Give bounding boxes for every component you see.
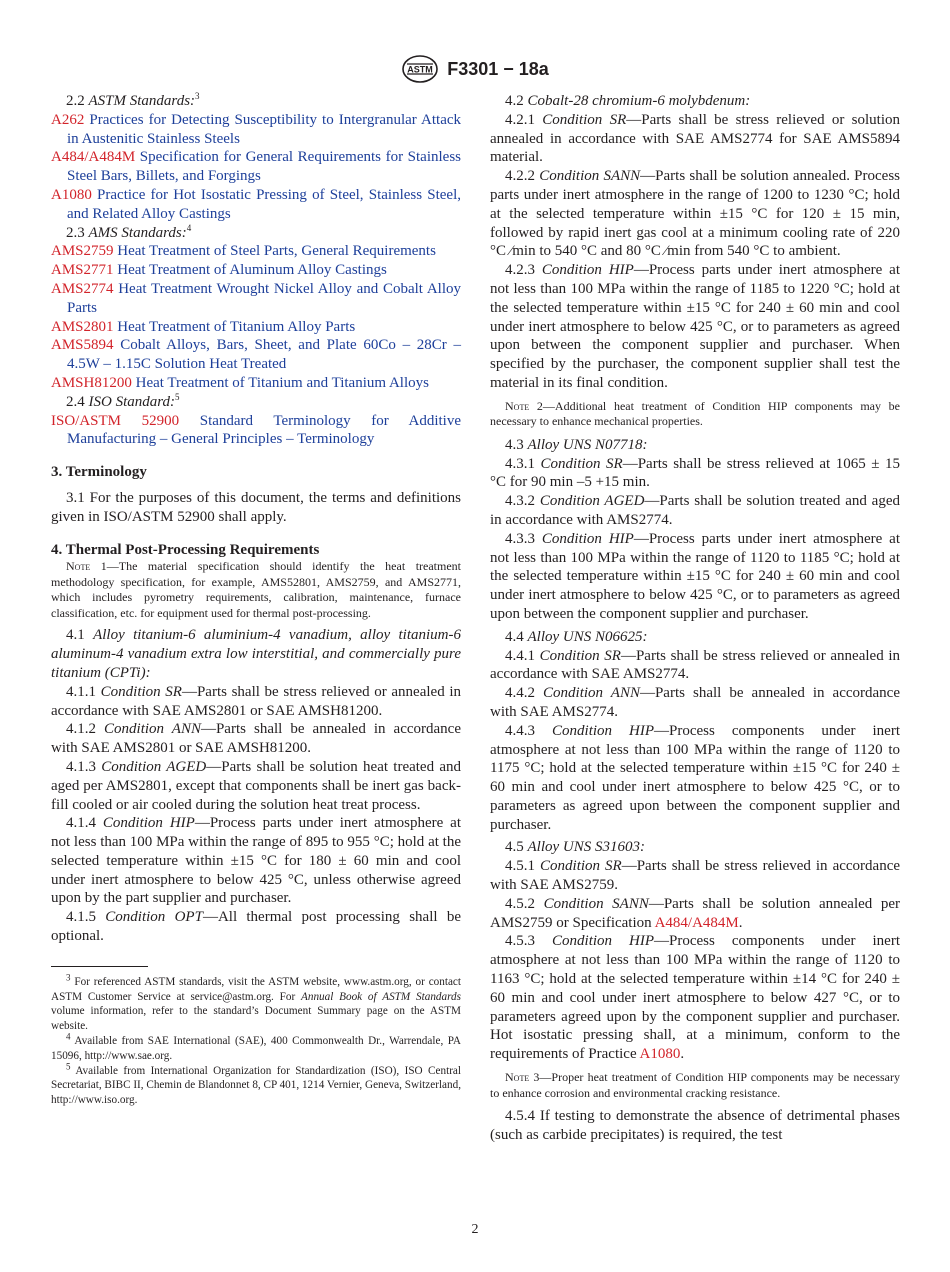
para-4-2-2: 4.2.2 Condition SANN—Parts shall be solution annealed. Process parts under inert atmosphere in the range of 1200 to 1230 °C; hold at the selected temperature within ±15 °C for 120 ± 15 min, followed by rapid inert gas cool at a minimum cooling rate of 220 °C ⁄min to 540 °C and 80 °C ⁄min from 540 °C to ambient. bbox=[490, 168, 900, 260]
footnote: $^5$ Available from International Organization for Standardization (ISO), ISO Central Secretariat, BIBC II, Chemin de Blandonnet 8, CP 401, 1214 Vernier, Geneva, Switzerland, http://www.iso.org. bbox=[51, 1060, 461, 1107]
ref-item[interactable]: AMSH81200 Heat Treatment of Titanium and Titanium Alloys bbox=[51, 374, 429, 391]
section-2-3: 2.3 AMS Standards:$^4$ bbox=[66, 222, 192, 241]
link-a1080[interactable]: A1080 bbox=[639, 1046, 681, 1063]
footnote: $^3$ For referenced ASTM standards, visit the ASTM website, www.astm.org, or contact ASTM Customer Service at service@astm.org. For Annual Book of ASTM Standards volume information, refer to the standard’s Document Summary page on the ASTM website. bbox=[51, 972, 461, 1033]
para-4-3-1: 4.3.1 Condition SR—Parts shall be stress relieved at 1065 ± 15 °C for 90 min –5 +15 min. bbox=[490, 455, 900, 491]
para-4-1: 4.1 Alloy titanium-6 aluminium-4 vanadium, alloy titanium-6 aluminum-4 vanadium extra low interstitial, and commercially pure titanium (CPTi): bbox=[51, 627, 461, 681]
para-4-3-3: 4.3.3 Condition HIP—Process parts under inert atmosphere at not less than 100 MPa within the range of 1120 to 1185 °C; hold at the selected temperature within ±15 °C for 240 ± 60 min and cool under inert atmosphere to below 425 °C, or to parameters as agreed upon between the component supplier and purchaser. bbox=[490, 530, 901, 622]
section-2-4: 2.4 ISO Standard:$^5$ bbox=[66, 391, 180, 410]
page-header bbox=[0, 54, 950, 84]
footnote-rule bbox=[51, 966, 148, 967]
para-4-1-4: 4.1.4 Condition HIP—Process parts under inert atmosphere at not less than 100 MPa within the range of 895 to 955 °C; hold at the selected temperature within ±15 °C for 180 ± 60 min and cool under inert atmosphere to below 425 °C, unless otherwise agreed upon by the part supplier and purchaser. bbox=[51, 815, 462, 907]
astm-logo-icon bbox=[401, 54, 439, 84]
heading-terminology: 3. Terminology bbox=[51, 464, 147, 481]
ref-item[interactable]: ISO/ASTM 52900 Standard Terminology for Additive Manufacturing – General Principles – Terminology bbox=[51, 412, 462, 448]
para-4-2-3: 4.2.3 Condition HIP—Process parts under inert atmosphere at not less than 100 MPa within the range of 1185 to 1220 °C; hold at the selected temperature within ±15 °C for 240 ± 60 min and cool under inert atmosphere to below 425 °C, or to parameters as agreed upon between the component supplier and purchaser. When specified by the purchaser, the component supplier shall test the material in its final condition. bbox=[490, 262, 901, 391]
para-4-2-1: 4.2.1 Condition SR—Parts shall be stress relieved or solution annealed in accordance with SAE AMS2774 for SAE AMS5894 material. bbox=[490, 111, 900, 166]
para-4-1-1: 4.1.1 Condition SR—Parts shall be stress relieved or annealed in accordance with SAE AMS2801 or SAE AMSH81200. bbox=[51, 683, 461, 719]
footnote: $^4$ Available from SAE International (SAE), 400 Commonwealth Dr., Warrendale, PA 15096, http://www.sae.org. bbox=[51, 1031, 461, 1062]
para-4-4: 4.4 Alloy UNS N06625: bbox=[505, 628, 648, 645]
right-column bbox=[490, 92, 900, 1145]
ref-item[interactable]: AMS2774 Heat Treatment Wrought Nickel Alloy and Cobalt Alloy Parts bbox=[51, 280, 462, 316]
ref-item[interactable]: A262 Practices for Detecting Susceptibility to Intergranular Attack in Austenitic Stainless Steels bbox=[51, 111, 462, 147]
ref-item[interactable]: A1080 Practice for Hot Isostatic Pressing of Steel, Stainless Steel, and Related Alloy Castings bbox=[51, 186, 462, 222]
para-4-5-3: 4.5.3 Condition HIP—Process components under inert atmosphere at not less than 100 MPa within the range of 1120 to 1163 °C; hold at the selected temperature within ±14 °C for 240 ± 60 min and cool under inert atmosphere to below 427 °C, or to parameters agreed upon by the component supplier and purchaser. Hot isostatic pressing shall, at a minimum, conform to the requirements of Practice A1080. bbox=[490, 933, 901, 1063]
para-4-4-1: 4.4.1 Condition SR—Parts shall be stress relieved or annealed in accordance with SAE AMS2774. bbox=[490, 647, 900, 683]
ref-item[interactable]: AMS2759 Heat Treatment of Steel Parts, General Requirements bbox=[51, 243, 436, 260]
designation: F3301 − 18a bbox=[447, 58, 549, 79]
left-column bbox=[51, 92, 461, 1108]
para-4-1-5: 4.1.5 Condition OPT—All thermal post processing shall be optional. bbox=[51, 909, 461, 945]
para-4-5-2: 4.5.2 Condition SANN—Parts shall be solution annealed per AMS2759 or Specification A484/A484M. bbox=[490, 895, 901, 931]
para-4-3-2: 4.3.2 Condition AGED—Parts shall be solution treated and aged in accordance with AMS2774. bbox=[490, 493, 901, 528]
para-4-2: 4.2 Cobalt-28 chromium-6 molybdenum: bbox=[505, 93, 751, 109]
para-4-5: 4.5 Alloy UNS S31603: bbox=[505, 839, 645, 856]
para-4-1-2: 4.1.2 Condition ANN—Parts shall be annealed in accordance with SAE AMS2801 or SAE AMSH81200. bbox=[51, 721, 461, 757]
svg-text:ASTM: ASTM bbox=[407, 64, 433, 75]
heading-thermal: 4. Thermal Post-Processing Requirements bbox=[51, 541, 320, 558]
para-4-4-2: 4.4.2 Condition ANN—Parts shall be annealed in accordance with SAE AMS2774. bbox=[490, 685, 900, 720]
ref-item[interactable]: A484/A484M Specification for General Requirements for Stainless Steel Bars, Billets, and Forgings bbox=[51, 149, 461, 185]
ref-item[interactable]: AMS2801 Heat Treatment of Titanium Alloy Parts bbox=[51, 318, 356, 335]
para-4-3: 4.3 Alloy UNS N07718: bbox=[505, 436, 648, 453]
section-2-2: 2.2 ASTM Standards:$^3$ bbox=[66, 91, 200, 109]
note-1: Note 1—The material specification should identify the heat treatment methodology specification, for example, AMS52801, AMS2759, and AMS2771, which includes pyrometry requirements, calibration, maintenance, furnace classification, etc. for equipment used for thermal post-processing. bbox=[51, 559, 461, 620]
para-4-4-3: 4.4.3 Condition HIP—Process components under inert atmosphere at not less than 100 MPa within the range of 1120 to 1175 °C; hold at the selected temperature within ±15 °C for 240 ± 60 min and cool under inert atmosphere to below 425 °C, or to parameters as agreed upon between the component supplier and purchaser. bbox=[490, 722, 901, 833]
note-3: Note 3—Proper heat treatment of Condition HIP components may be necessary to enhance corrosion and environmental cracking resistance. bbox=[490, 1070, 900, 1100]
para-4-5-1: 4.5.1 Condition SR—Parts shall be stress relieved in accordance with SAE AMS2759. bbox=[490, 858, 901, 894]
note-2: Note 2—Additional heat treatment of Condition HIP components may be necessary to enhance mechanical properties. bbox=[490, 398, 900, 429]
para-4-1-3: 4.1.3 Condition AGED—Parts shall be solution heat treated and aged per AMS2801, except that components shall be inert gas back-fill cooled or air cooled during the solution heat treat process. bbox=[51, 758, 461, 813]
para-4-5-4: 4.5.4 If testing to demonstrate the absence of detrimental phases (such as carbide precipitates) is required, the test bbox=[490, 1108, 900, 1143]
page-number: 2 bbox=[471, 1222, 479, 1237]
link-a484[interactable]: A484/A484M bbox=[654, 914, 739, 931]
para-3-1: 3.1 For the purposes of this document, the terms and definitions given in ISO/ASTM 52900 shall apply. bbox=[51, 489, 461, 525]
ref-item[interactable]: AMS2771 Heat Treatment of Aluminum Alloy Castings bbox=[51, 262, 387, 279]
ref-item[interactable]: AMS5894 Cobalt Alloys, Bars, Sheet, and Plate 60Co – 28Cr – 4.5W – 1.15C Solution Heat Treated bbox=[51, 337, 462, 373]
